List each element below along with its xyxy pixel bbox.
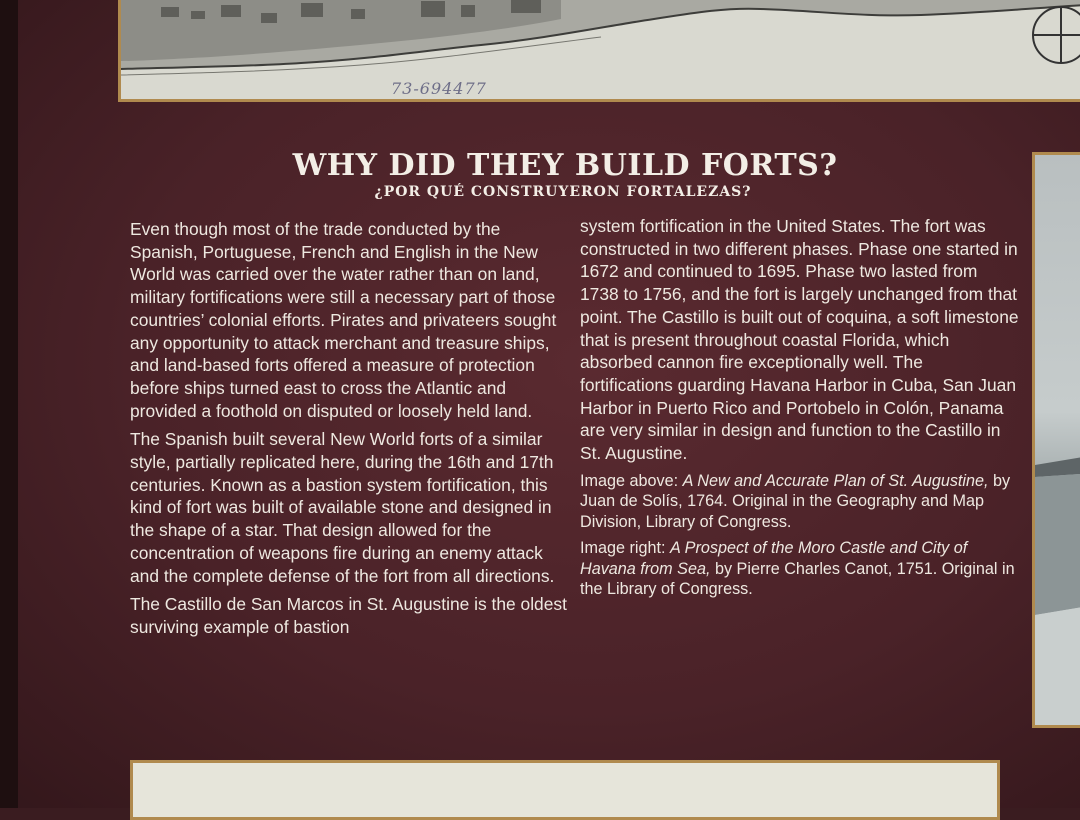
heading-subtitle: ¿POR QUÉ CONSTRUYERON FORTALEZAS? (374, 184, 752, 200)
map-reference-number: 73-694477 (391, 79, 487, 98)
havana-drawing (1035, 155, 1080, 728)
map-image-top (118, 0, 1080, 102)
credit-prefix: Image right: (580, 539, 670, 558)
credit-rest: by Pierre Charles Canot, 1751. Original in the Library of Congress. (580, 559, 1015, 599)
panel-heading (0, 148, 1080, 200)
map-drawing (121, 0, 1080, 99)
panel-edge (0, 0, 18, 808)
paragraph: system fortification in the United States. The fort was constructed in two different phases. Phase one started in 1672 and continued to 1695. Phase two lasted from 1738 to 1756, and the fort is largely unchanged from that point. The Castillo is built out of coquina, a soft limestone that is present throughout coastal Florida, which absorbed cannon fire exceptionally well. The fortifications guarding Havana Harbor in Cuba, San Juan Harbor in Puerto Rico and Portobelo in Colón, Panama are very similar in design and function to the Castillo in St. Augustine. (580, 216, 1019, 464)
heading-title: WHY DID THEY BUILD FORTS? (292, 148, 838, 183)
paragraph: Even though most of the trade conducted by the Spanish, Portuguese, French and English in the New World was carried over the water rather than on land, military fortifications were still a necessary part of those countries’ colonial efforts. Pirates and privateers sought any opportunity to attack merchant and treasure ships, and land-based forts offered a measure of protection before ships turned east to cross the Atlantic and provided a foothold on disputed or loosely held land. (130, 219, 557, 421)
paragraph: The Castillo de San Marcos in St. Augustine is the oldest surviving example of bastion (130, 594, 567, 637)
text-column-right (580, 215, 1020, 606)
credit-title: A Prospect of the Moro Castle and City of Havana from Sea, (580, 539, 968, 578)
text-column-left (130, 218, 570, 645)
paragraph: The Spanish built several New World forts of a similar style, partially replicated here, during the 16th and 17th centuries. Known as a bastion system fortification, this kind of fort was built of available stone and designed in the shape of a star. That design allowed for the concentration of weapons fire during an enemy attack and the complete defense of the fort from all directions. (130, 429, 555, 586)
credit-title: A New and Accurate Plan of St. Augustine, (682, 471, 989, 490)
image-credit-right (580, 538, 1020, 600)
credit-rest: by Juan de Solís, 1764. Original in the Geography and Map Division, Library of Congress. (580, 471, 1011, 531)
image-credit-above (580, 471, 1020, 533)
bottom-image (130, 760, 1000, 820)
credit-prefix: Image above: (580, 471, 683, 490)
havana-prospect-image (1032, 152, 1080, 728)
